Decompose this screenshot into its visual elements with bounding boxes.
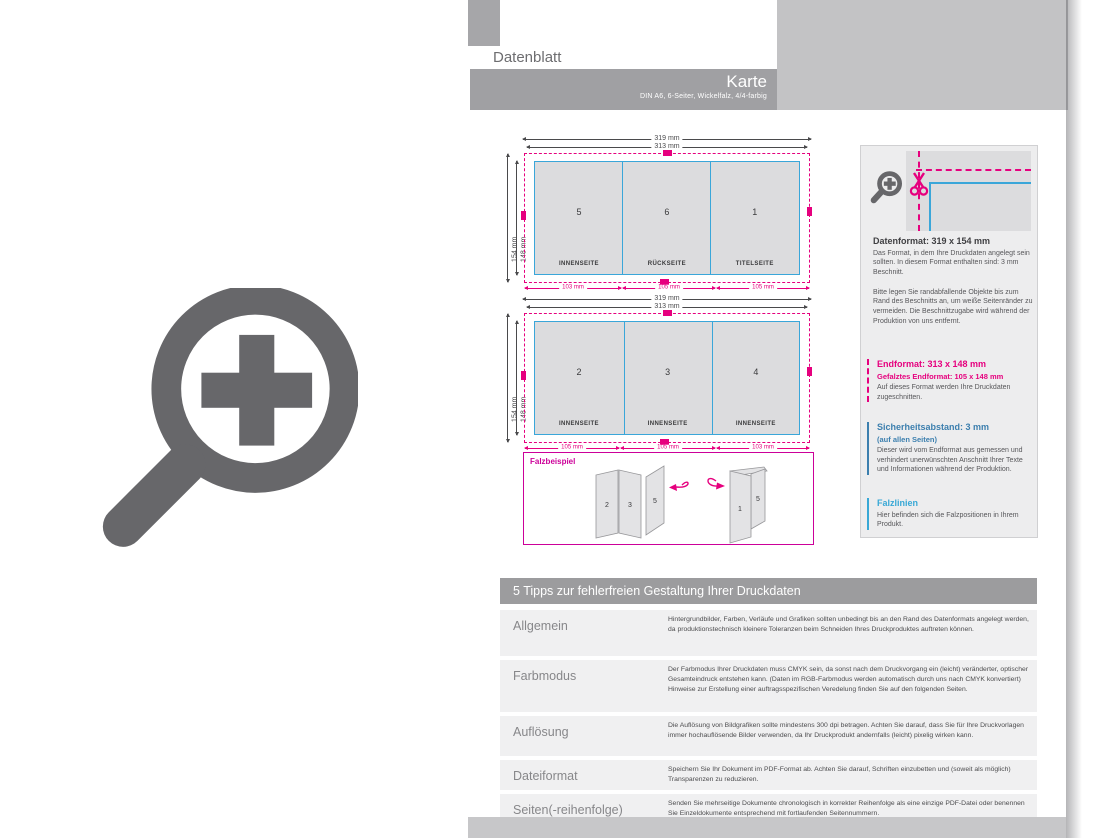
fold-panel-number: 1 [738, 506, 742, 513]
bleed-mark [521, 211, 526, 220]
fold-example-box [523, 452, 814, 545]
fold-panel-number: 5 [756, 496, 760, 503]
panel [711, 162, 799, 274]
panel [712, 322, 800, 434]
bleed-mark [807, 207, 812, 216]
tips-row-text: Der Farbmodus Ihrer Druckdaten muss CMYK sein, da sonst nach dem Druckvorgang ein (leicht) veränderter, optischer Gesamteindruck entstehen kann. (Daten im RGB-Farbmodus werden automatisch durch uns nach CMYK konvertiert) Hinweise zur Erstellung einer auftragsspezifischen Veredelung finden Sie auf den folgenden Seiten. [668, 666, 1029, 693]
tips-row [500, 610, 1037, 656]
tips-row-label: Auflösung [513, 725, 569, 739]
fold-panel-number: 3 [628, 502, 632, 509]
tips-row [500, 716, 1037, 756]
layout-diagram-front [511, 135, 814, 295]
product-title: Karte [726, 72, 767, 91]
fold-arrow [676, 482, 688, 487]
document-sheet [468, 0, 1068, 838]
product-subtitle: DIN A6, 6-Seiter, Wickelfalz, 4/4-farbig [639, 93, 767, 100]
fold-arrow-head [669, 484, 677, 491]
panel-number: 3 [665, 366, 671, 377]
bleed-outline [524, 153, 810, 283]
tips-row-label: Farbmodus [513, 669, 577, 683]
fold-arrow [708, 479, 718, 487]
falzlinien-heading: Falzlinien [877, 498, 919, 508]
tips-row [500, 660, 1037, 712]
panel-caption: TITELSEITE [735, 261, 774, 267]
corner-detail-view [906, 151, 1031, 231]
trim-width-dim: 313 mm [526, 303, 808, 311]
tips-title: 5 Tipps zur fehlerfreien Gestaltung Ihrer Druckdaten [500, 578, 1037, 604]
sicherheitsabstand-heading: Sicherheitsabstand: 3 mm [877, 422, 990, 432]
outer-height-dim: 154 mm [503, 313, 512, 443]
outer-height-dim: 154 mm [503, 153, 512, 283]
tips-row [500, 760, 1037, 790]
tips-row-label: Allgemein [513, 619, 568, 633]
tips-table [500, 578, 1037, 828]
panel-caption: INNENSEITE [735, 421, 776, 427]
panel-caption: INNENSEITE [647, 421, 688, 427]
trim-area [534, 161, 800, 275]
falzlinien-section [867, 498, 1031, 530]
panel [535, 162, 623, 274]
header-corner-block [468, 0, 500, 47]
trim-width-dim: 313 mm [526, 143, 808, 151]
trim-line [929, 182, 931, 231]
fold-panel-number: 5 [653, 498, 657, 505]
tips-row-text: Die Auflösung von Bildgrafiken sollte mindestens 300 dpi betragen. Achten Sie darauf, dass Sie für Ihre Druckvorlagen immer hochauflösende Bilder verwenden, da Ihr Druckprodukt andernfalls (leicht) pixelig wirken kann. [668, 722, 1024, 739]
falzlinien-body: Hier befinden sich die Falzpositionen in Ihrem Produkt. [877, 511, 1019, 529]
endformat-heading: Endformat: 313 x 148 mm [877, 359, 987, 369]
magnifier-plus-icon [868, 170, 904, 206]
fold-example-illustration [524, 459, 815, 545]
panel-width-dim: 105 mm [524, 444, 620, 452]
fold-example-label: Falzbeispiel [530, 457, 576, 466]
footer-band [468, 817, 1066, 838]
bleed-mark [807, 367, 812, 376]
datenformat-section [873, 236, 1037, 326]
layout-diagram-back [511, 295, 814, 455]
sicherheitsabstand-subheading: (auf allen Seiten) [877, 434, 938, 444]
panel [535, 322, 623, 434]
tips-row-label: Dateiformat [513, 769, 578, 783]
fold-mark [663, 310, 672, 316]
scissors-icon [909, 171, 929, 197]
panel [624, 322, 712, 434]
panel-width-dim: 105 mm [622, 284, 716, 292]
panel-width-dim: 105 mm [620, 444, 716, 452]
bleed-line [916, 169, 1031, 171]
fold-arrow-head [716, 483, 725, 490]
panel [623, 162, 711, 274]
header-gray-block [777, 0, 1068, 110]
panel-number: 5 [576, 206, 582, 217]
panel-number: 2 [576, 366, 582, 377]
panel-width-dim: 103 mm [524, 284, 622, 292]
trim-line [929, 182, 1031, 184]
trim-height-dim: 148 mm [512, 320, 521, 436]
tips-row-text: Speichern Sie Ihr Dokument im PDF-Format ab. Achten Sie darauf, Schriften einzubetten und (soweit als möglich) Transparenzen zu reduzieren. [668, 766, 1011, 783]
endformat-subheading: Gefalztes Endformat: 105 x 148 mm [877, 371, 1004, 381]
panel-width-dim: 105 mm [716, 284, 810, 292]
sicherheitsabstand-body: Dieser wird vom Endformat aus gemessen und verhindert unerwünschten Anschnitt Ihrer Texte und Informationen während der Produktion. [877, 447, 1023, 474]
zoom-plus-icon [88, 288, 358, 560]
bleed-outline [524, 313, 810, 443]
panel-number: 6 [664, 206, 670, 217]
datenformat-body2: Bitte legen Sie randabfallende Objekte bis zum Rand des Beschnitts an, um weiße Seitenränder zu vermeiden. Die Beschnittzugabe wird während der Produktion von uns entfernt. [873, 288, 1033, 325]
datasheet-tab: Datenblatt [468, 46, 595, 69]
info-sidebar [860, 145, 1038, 538]
fold-mark [663, 150, 672, 156]
tips-row-text: Senden Sie mehrseitige Dokumente chronologisch in korrekter Reihenfolge als eine einzige PDF-Datei oder benennen Sie Einzeldokumente entsprechend mit fortlaufenden Seitennummern. [668, 799, 1025, 817]
outer-width-dim: 319 mm [522, 135, 812, 143]
trim-area [534, 321, 800, 435]
panel-number: 1 [752, 206, 758, 217]
datenformat-heading: Datenformat: 319 x 154 mm [873, 236, 991, 246]
datenformat-body: Das Format, in dem Ihre Druckdaten angelegt sein sollten. In diesem Format enthalten sind: 3 mm Beschnitt. [873, 249, 1030, 277]
tips-row-text: Hintergrundbilder, Farben, Verläufe und Grafiken sollten unbedingt bis an den Rand des Datenformats angelegt werden, da produktionstechnisch kleinere Toleranzen beim Schneiden Ihres Druckproduktes auftreten können. [668, 616, 1029, 633]
endformat-section [867, 359, 1031, 402]
bleed-mark [521, 371, 526, 380]
sicherheitsabstand-section [867, 422, 1031, 475]
product-title-bar [470, 69, 777, 110]
panel-caption: INNENSEITE [558, 261, 599, 267]
fold-panel-number: 2 [605, 502, 609, 509]
panel-number: 4 [753, 366, 759, 377]
tips-row-label: Seiten(-reihenfolge) [513, 802, 623, 817]
outer-width-dim: 319 mm [522, 295, 812, 303]
panel-width-dim: 103 mm [716, 444, 810, 452]
panel-caption: RÜCKSEITE [647, 261, 686, 267]
page-edge-shadow [1066, 0, 1082, 838]
panel-caption: INNENSEITE [558, 421, 599, 427]
endformat-body: Auf dieses Format werden Ihre Druckdaten zugeschnitten. [877, 384, 1011, 401]
trim-height-dim: 148 mm [512, 160, 521, 276]
